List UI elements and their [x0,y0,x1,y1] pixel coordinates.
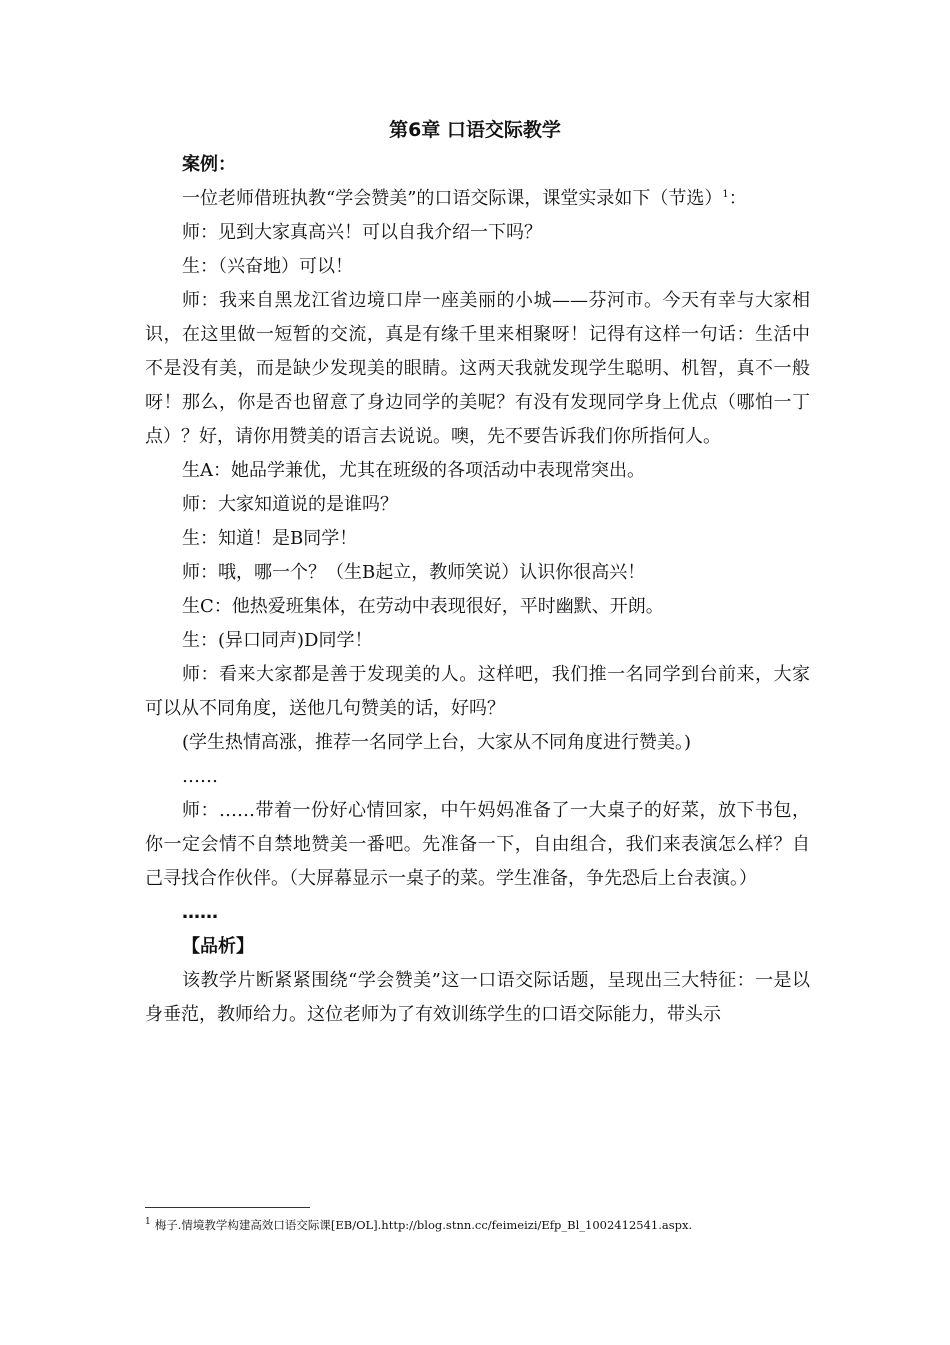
intro-text: 一位老师借班执教“学会赞美”的口语交际课，课堂实录如下（节选） [182,188,723,209]
dialogue-line: (学生热情高涨，推荐一名同学上台，大家从不同角度进行赞美。) [182,732,692,753]
footnote [145,1214,845,1233]
footnote-text: 梅子.情境教学构建高效口语交际课[EB/OL].http://blog.stnn.cc/feimeizi/Efp_Bl_1002412541.aspx. [154,1217,693,1232]
chapter-title: 第6章 口语交际教学 [389,119,561,141]
dialogue-line: 师：哦，哪一个？（生B起立，教师笑说）认识你很高兴！ [182,562,646,583]
dialogue-line: 生C：他热爱班集体，在劳动中表现很好，平时幽默、开朗。 [182,596,664,617]
document-body [145,148,810,1032]
dialogue-line: 生：(异口同声)D同学！ [182,630,373,651]
dialogue-line: 师：大家知道说的是谁吗？ [182,494,398,515]
dialogue-line: 师：看来大家都是善于发现美的人。这样吧，我们推一名同学到台前来，大家可以从不同角度，送他几句赞美的话，好吗？ [145,664,810,719]
ellipsis-line: …… [182,766,218,787]
dialogue-line: 生：（兴奋地）可以！ [182,256,353,277]
dialogue-line: 生：知道！是B同学！ [182,528,358,549]
ellipsis-bold: …… [182,902,218,923]
footnote-divider [145,1207,310,1208]
dialogue-line: 师：……带着一份好心情回家，中午妈妈准备了一大桌子的好菜，放下书包，你一定会情不自禁地赞美一番吧。先准备一下，自由组合，我们来表演怎么样？自己寻找合作伙伴。（大屏幕显示一桌子的菜。学生准备，争先恐后上台表演。） [145,800,810,889]
footnote-number: 1 [145,1217,151,1227]
intro-end: ： [728,188,747,209]
intro-paragraph [145,182,810,216]
analysis-paragraph: 该教学片断紧紧围绕“学会赞美”这一口语交际话题，呈现出三大特征：一是以身垂范，教师给力。这位老师为了有效训练学生的口语交际能力，带头示 [145,970,810,1025]
case-heading: 案例： [182,154,236,175]
footnote-reference: 1 [722,189,729,200]
dialogue-line: 师：见到大家真高兴！可以自我介绍一下吗？ [182,222,542,243]
dialogue-line: 生A：她品学兼优，尤其在班级的各项活动中表现常突出。 [182,460,645,481]
dialogue-line: 师：我来自黑龙江省边境口岸一座美丽的小城——芬河市。今天有幸与大家相识，在这里做一短暂的交流，真是有缘千里来相聚呀！记得有这样一句话：生活中不是没有美，而是缺少发现美的眼睛。这两天我就发现学生聪明、机智，真不一般呀！那么，你是否也留意了身边同学的美呢？有没有发现同学身上优点（哪怕一丁点）？好，请你用赞美的语言去说说。噢，先不要告诉我们你所指何人。 [145,290,810,447]
analysis-heading: 【品析】 [182,936,254,957]
